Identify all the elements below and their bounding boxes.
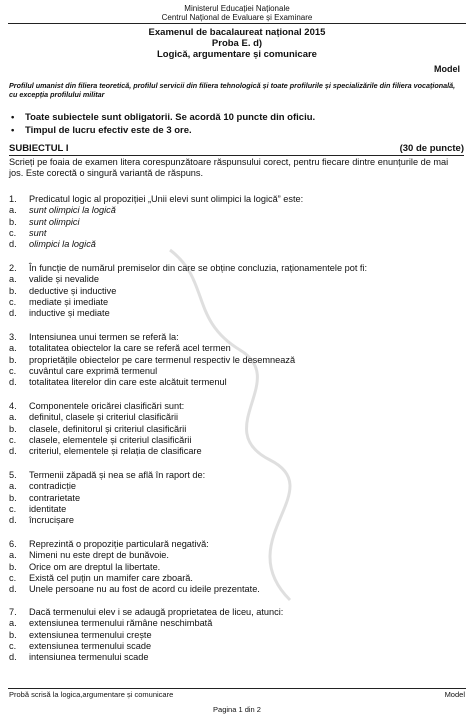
question-number: 4. bbox=[9, 401, 17, 411]
question-number: 1. bbox=[9, 194, 17, 204]
section-title: SUBIECTUL I bbox=[9, 143, 69, 154]
model-label: Model bbox=[434, 64, 460, 74]
option-letter: a. bbox=[9, 618, 17, 629]
option-text: contrarietate bbox=[29, 492, 81, 503]
question-stem bbox=[9, 194, 465, 205]
option-text: totalitatea literelor din care este alcătuit termenul bbox=[29, 377, 227, 388]
option-letter: b. bbox=[9, 492, 17, 503]
page-number: Pagina 1 din 2 bbox=[213, 705, 261, 714]
option-letter: d. bbox=[9, 308, 17, 319]
option-text: sunt olimpici la logică bbox=[29, 205, 116, 216]
option-letter: c. bbox=[9, 503, 17, 514]
option-text: sunt bbox=[29, 227, 47, 238]
rule-item: • Timpul de lucru efectiv este de 3 ore. bbox=[9, 124, 465, 137]
option-letter: b. bbox=[9, 216, 17, 227]
answer-option bbox=[9, 205, 465, 216]
question-text: Componentele oricărei clasificări sunt: bbox=[29, 401, 185, 411]
option-text: olimpici la logică bbox=[29, 239, 96, 250]
footer-left: Probă scrisă la logica,argumentare și comunicare bbox=[9, 690, 174, 699]
question-number: 3. bbox=[9, 332, 17, 342]
option-text: Nimeni nu este drept de bunăvoie. bbox=[29, 550, 169, 561]
profile-note: Profilul umanist din filiera teoretică, profilul servicii din filiera tehnologică și toate profilurile și specializările din filiera vocațională, cu excepția profilului militar bbox=[9, 81, 456, 99]
answer-option bbox=[9, 228, 465, 239]
center-name: Centrul Național de Evaluare și Examinare bbox=[161, 13, 313, 22]
question-text: Reprezintă o propoziție particulară negativă: bbox=[29, 539, 209, 549]
option-text: intensiunea termenului scade bbox=[29, 652, 149, 663]
option-text: proprietățile obiectelor pe care termenul respectiv le desemnează bbox=[29, 354, 296, 365]
option-text: inductive și mediate bbox=[29, 308, 110, 319]
option-text: extensiunea termenului crește bbox=[29, 629, 152, 640]
option-letter: d. bbox=[9, 515, 17, 526]
option-text: identitate bbox=[29, 503, 67, 514]
option-letter: a. bbox=[9, 412, 17, 423]
page-footer bbox=[9, 690, 465, 699]
option-letter: c. bbox=[9, 640, 17, 651]
option-letter: d. bbox=[9, 652, 17, 663]
option-text: deductive și inductive bbox=[29, 285, 117, 296]
option-letter: d. bbox=[9, 446, 17, 457]
option-letter: c. bbox=[9, 365, 17, 376]
rule-item: • Toate subiectele sunt obligatorii. Se acordă 10 puncte din oficiu. bbox=[9, 111, 465, 124]
option-letter: c. bbox=[9, 572, 17, 583]
option-text: extensiunea termenului scade bbox=[29, 640, 152, 651]
question-number: 5. bbox=[9, 470, 17, 480]
option-text: mediate și imediate bbox=[29, 296, 109, 307]
option-letter: a. bbox=[9, 343, 17, 354]
option-text: Orice om are dreptul la libertate. bbox=[29, 561, 161, 572]
answer-option bbox=[9, 652, 465, 663]
option-text: contradicție bbox=[29, 481, 76, 492]
ministry-name: Ministerul Educației Naționale bbox=[184, 4, 290, 13]
question-number: 2. bbox=[9, 263, 17, 273]
watermark-graphic bbox=[150, 240, 320, 620]
footer-right: Model bbox=[444, 690, 465, 699]
exam-rules bbox=[9, 111, 465, 137]
question-text: În funcție de numărul premiselor din care se obține concluzia, raționamentele pot fi: bbox=[29, 263, 368, 273]
option-letter: a. bbox=[9, 550, 17, 561]
option-text: definitul, clasele și criteriul clasificării bbox=[29, 412, 179, 423]
option-letter: b. bbox=[9, 285, 17, 296]
option-letter: b. bbox=[9, 423, 17, 434]
option-letter: c. bbox=[9, 434, 17, 445]
option-letter: d. bbox=[9, 584, 17, 595]
exam-title: Examenul de bacalaureat național 2015 bbox=[148, 27, 326, 38]
answer-option bbox=[9, 217, 465, 228]
option-text: totalitatea obiectelor la care se referă acel termen bbox=[29, 343, 231, 354]
section-header bbox=[9, 143, 464, 155]
answer-option bbox=[9, 641, 465, 652]
section-rule bbox=[9, 155, 464, 156]
option-letter: c. bbox=[9, 296, 17, 307]
option-text: încrucișare bbox=[29, 515, 74, 526]
option-text: extensiunea termenului rămâne neschimbată bbox=[29, 618, 213, 629]
option-text: sunt olimpici bbox=[29, 216, 80, 227]
option-text: clasele, definitorul și criteriul clasificării bbox=[29, 423, 187, 434]
option-letter: a. bbox=[9, 481, 17, 492]
option-text: valide și nevalide bbox=[29, 274, 99, 285]
answer-option bbox=[9, 630, 465, 641]
question-text: Intensiunea unui termen se referă la: bbox=[29, 332, 179, 342]
institution-header bbox=[0, 4, 474, 22]
option-letter: a. bbox=[9, 274, 17, 285]
footer-rule bbox=[8, 688, 466, 689]
option-letter: c. bbox=[9, 227, 17, 238]
option-letter: d. bbox=[9, 239, 17, 250]
subject-title: Logică, argumentare și comunicare bbox=[157, 49, 317, 60]
proba-title: Proba E. d) bbox=[211, 38, 263, 49]
question-text: Predicatul logic al propoziției „Unii elevi sunt olimpici la logică” este: bbox=[29, 194, 304, 204]
option-letter: b. bbox=[9, 354, 17, 365]
header-rule bbox=[8, 23, 466, 24]
option-letter: a. bbox=[9, 205, 17, 216]
question-number: 7. bbox=[9, 607, 17, 617]
option-letter: b. bbox=[9, 629, 17, 640]
option-text: Există cel puțin un mamifer care zboară. bbox=[29, 572, 193, 583]
option-letter: d. bbox=[9, 377, 17, 388]
option-text: criteriul, elementele și relația de clasificare bbox=[29, 446, 202, 457]
question-text: Termenii zăpadă și nea se află în raport de: bbox=[29, 470, 206, 480]
question-number: 6. bbox=[9, 539, 17, 549]
option-text: Unele persoane nu au fost de acord cu ideile prezentate. bbox=[29, 584, 260, 595]
exam-titles bbox=[0, 27, 474, 60]
section-points: (30 de puncte) bbox=[399, 143, 464, 154]
question-text: Dacă termenului elev i se adaugă proprietatea de liceu, atunci: bbox=[29, 607, 284, 617]
option-text: cuvântul care exprimă termenul bbox=[29, 365, 158, 376]
section-instructions: Scrieți pe foaia de examen litera corespunzătoare răspunsului corect, pentru fiecare dintre enunțurile de mai jos. Este corectă o singură variantă de răspuns. bbox=[9, 157, 449, 178]
option-letter: b. bbox=[9, 561, 17, 572]
option-text: clasele, elementele și criteriul clasificării bbox=[29, 434, 192, 445]
